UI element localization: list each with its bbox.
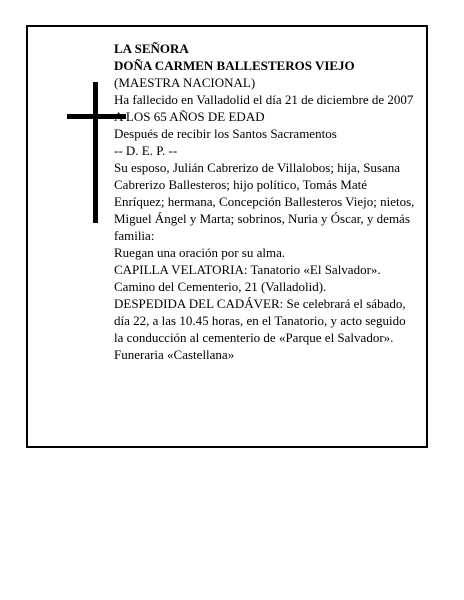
prayer-request: Ruegan una oración por su alma. (114, 245, 286, 260)
chapel-info: CAPILLA VELATORIA: Tanatorio «El Salvador». Camino del Cementerio, 21 (Valladolid). (114, 262, 381, 294)
deceased-name: DOÑA CARMEN BALLESTEROS VIEJO (114, 58, 355, 73)
obituary-heading: LA SEÑORA (114, 41, 189, 56)
age-statement: A LOS 65 AÑOS DE EDAD (114, 109, 265, 124)
rip-line: -- D. E. P. -- (114, 143, 178, 158)
sacraments-statement: Después de recibir los Santos Sacramentos (114, 126, 337, 141)
obituary-text (114, 40, 418, 363)
death-statement: Ha fallecido en Valladolid el día 21 de diciembre de 2007 (114, 92, 414, 107)
profession: (MAESTRA NACIONAL) (114, 75, 256, 90)
farewell-info: DESPEDIDA DEL CADÁVER: Se celebrará el sábado, día 22, a las 10.45 horas, en el Tanatorio, y acto seguido la conducción al cementerio de «Parque el Salvador». (114, 296, 406, 345)
funeral-home: Funeraria «Castellana» (114, 347, 235, 362)
family-list: Su esposo, Julián Cabrerizo de Villalobos; hija, Susana Cabrerizo Ballesteros; hijo político, Tomás Maté Enríquez; hermana, Concepción Ballesteros Viejo; nietos, Miguel Ángel y Marta; sobrinos, Nuria y Óscar, y demás familia: (114, 160, 415, 243)
cross-icon (93, 82, 98, 223)
